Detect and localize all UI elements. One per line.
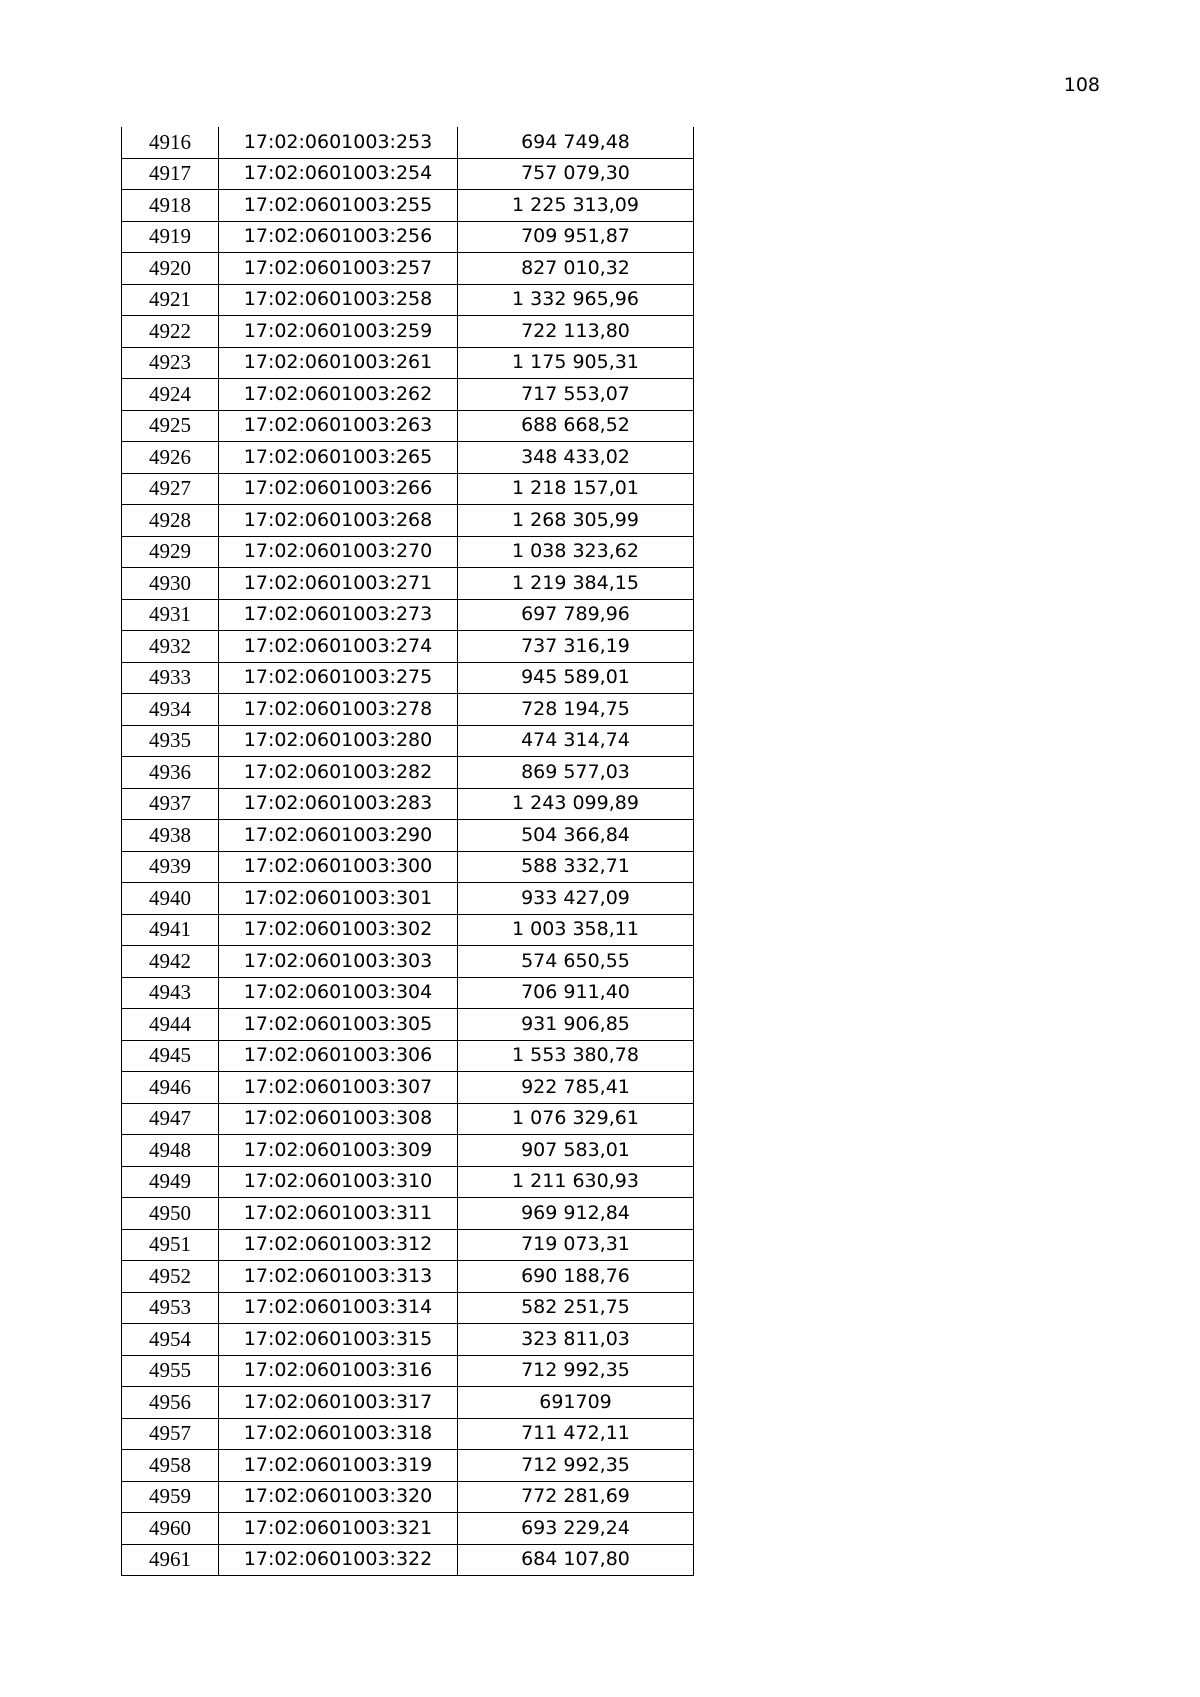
cadastral-number-cell: 17:02:0601003:320: [219, 1481, 458, 1513]
cadastral-number-cell: 17:02:0601003:322: [219, 1544, 458, 1576]
row-number-cell: 4939: [122, 851, 219, 883]
row-number-cell: 4931: [122, 599, 219, 631]
row-number-cell: 4951: [122, 1229, 219, 1261]
row-number-cell: 4941: [122, 914, 219, 946]
cadastral-number-cell: 17:02:0601003:311: [219, 1198, 458, 1230]
cadastral-number-cell: 17:02:0601003:270: [219, 536, 458, 568]
cadastral-number-cell: 17:02:0601003:256: [219, 221, 458, 253]
table-row: [122, 1009, 694, 1041]
table-row: [122, 1355, 694, 1387]
table-row: [122, 347, 694, 379]
row-number-cell: 4947: [122, 1103, 219, 1135]
table-row: [122, 662, 694, 694]
cadastral-number-cell: 17:02:0601003:283: [219, 788, 458, 820]
table-row: [122, 1103, 694, 1135]
cadastral-number-cell: 17:02:0601003:271: [219, 568, 458, 600]
table-row: [122, 221, 694, 253]
cadastral-number-cell: 17:02:0601003:258: [219, 284, 458, 316]
table-row: [122, 694, 694, 726]
cadastral-value-cell: 348 433,02: [458, 442, 694, 474]
cadastral-value-cell: 1 076 329,61: [458, 1103, 694, 1135]
row-number-cell: 4958: [122, 1450, 219, 1482]
table-row: [122, 1292, 694, 1324]
cadastral-number-cell: 17:02:0601003:309: [219, 1135, 458, 1167]
page-number: 108: [1063, 74, 1100, 96]
table-row: [122, 851, 694, 883]
row-number-cell: 4920: [122, 253, 219, 285]
row-number-cell: 4956: [122, 1387, 219, 1419]
row-number-cell: 4936: [122, 757, 219, 789]
cadastral-value-cell: 709 951,87: [458, 221, 694, 253]
cadastral-number-cell: 17:02:0601003:261: [219, 347, 458, 379]
cadastral-value-cell: 945 589,01: [458, 662, 694, 694]
cadastral-value-table: [121, 127, 694, 1576]
table-body: [122, 127, 694, 1576]
row-number-cell: 4950: [122, 1198, 219, 1230]
table-row: [122, 1513, 694, 1545]
row-number-cell: 4954: [122, 1324, 219, 1356]
table-row: [122, 1450, 694, 1482]
table-row: [122, 1261, 694, 1293]
cadastral-value-cell: 969 912,84: [458, 1198, 694, 1230]
table-row: [122, 379, 694, 411]
row-number-cell: 4930: [122, 568, 219, 600]
cadastral-value-cell: 827 010,32: [458, 253, 694, 285]
cadastral-value-cell: 869 577,03: [458, 757, 694, 789]
table-row: [122, 757, 694, 789]
cadastral-number-cell: 17:02:0601003:255: [219, 190, 458, 222]
cadastral-value-cell: 719 073,31: [458, 1229, 694, 1261]
cadastral-value-cell: 757 079,30: [458, 158, 694, 190]
cadastral-number-cell: 17:02:0601003:306: [219, 1040, 458, 1072]
row-number-cell: 4929: [122, 536, 219, 568]
cadastral-value-cell: 722 113,80: [458, 316, 694, 348]
table-row: [122, 1418, 694, 1450]
table-row: [122, 1544, 694, 1576]
table-row: [122, 127, 694, 158]
cadastral-value-cell: 1 003 358,11: [458, 914, 694, 946]
cadastral-value-cell: 574 650,55: [458, 946, 694, 978]
row-number-cell: 4945: [122, 1040, 219, 1072]
cadastral-value-cell: 1 225 313,09: [458, 190, 694, 222]
row-number-cell: 4946: [122, 1072, 219, 1104]
row-number-cell: 4922: [122, 316, 219, 348]
cadastral-value-cell: 711 472,11: [458, 1418, 694, 1450]
cadastral-number-cell: 17:02:0601003:315: [219, 1324, 458, 1356]
cadastral-number-cell: 17:02:0601003:280: [219, 725, 458, 757]
cadastral-number-cell: 17:02:0601003:282: [219, 757, 458, 789]
row-number-cell: 4953: [122, 1292, 219, 1324]
row-number-cell: 4921: [122, 284, 219, 316]
cadastral-number-cell: 17:02:0601003:318: [219, 1418, 458, 1450]
cadastral-number-cell: 17:02:0601003:304: [219, 977, 458, 1009]
cadastral-value-cell: 772 281,69: [458, 1481, 694, 1513]
table-row: [122, 977, 694, 1009]
table-row: [122, 410, 694, 442]
cadastral-number-cell: 17:02:0601003:321: [219, 1513, 458, 1545]
row-number-cell: 4928: [122, 505, 219, 537]
row-number-cell: 4952: [122, 1261, 219, 1293]
row-number-cell: 4957: [122, 1418, 219, 1450]
cadastral-value-cell: 712 992,35: [458, 1355, 694, 1387]
cadastral-number-cell: 17:02:0601003:301: [219, 883, 458, 915]
row-number-cell: 4949: [122, 1166, 219, 1198]
cadastral-value-cell: 1 332 965,96: [458, 284, 694, 316]
row-number-cell: 4927: [122, 473, 219, 505]
table-row: [122, 284, 694, 316]
row-number-cell: 4935: [122, 725, 219, 757]
row-number-cell: 4923: [122, 347, 219, 379]
row-number-cell: 4943: [122, 977, 219, 1009]
table-row: [122, 442, 694, 474]
cadastral-number-cell: 17:02:0601003:314: [219, 1292, 458, 1324]
table-row: [122, 1072, 694, 1104]
table-row: [122, 1229, 694, 1261]
row-number-cell: 4960: [122, 1513, 219, 1545]
cadastral-number-cell: 17:02:0601003:262: [219, 379, 458, 411]
cadastral-value-cell: 688 668,52: [458, 410, 694, 442]
cadastral-value-cell: 691709: [458, 1387, 694, 1419]
cadastral-value-cell: 728 194,75: [458, 694, 694, 726]
cadastral-value-cell: 706 911,40: [458, 977, 694, 1009]
cadastral-number-cell: 17:02:0601003:274: [219, 631, 458, 663]
cadastral-number-cell: 17:02:0601003:268: [219, 505, 458, 537]
row-number-cell: 4918: [122, 190, 219, 222]
row-number-cell: 4916: [122, 127, 219, 158]
table-row: [122, 599, 694, 631]
row-number-cell: 4942: [122, 946, 219, 978]
cadastral-value-cell: 1 268 305,99: [458, 505, 694, 537]
cadastral-value-cell: 684 107,80: [458, 1544, 694, 1576]
cadastral-number-cell: 17:02:0601003:319: [219, 1450, 458, 1482]
cadastral-value-cell: 1 243 099,89: [458, 788, 694, 820]
cadastral-value-cell: 694 749,48: [458, 127, 694, 158]
cadastral-value-cell: 922 785,41: [458, 1072, 694, 1104]
cadastral-value-cell: 1 038 323,62: [458, 536, 694, 568]
table-row: [122, 1481, 694, 1513]
cadastral-value-cell: 697 789,96: [458, 599, 694, 631]
row-number-cell: 4932: [122, 631, 219, 663]
table-row: [122, 1198, 694, 1230]
cadastral-number-cell: 17:02:0601003:302: [219, 914, 458, 946]
cadastral-number-cell: 17:02:0601003:265: [219, 442, 458, 474]
cadastral-value-cell: 693 229,24: [458, 1513, 694, 1545]
cadastral-value-cell: 474 314,74: [458, 725, 694, 757]
cadastral-number-cell: 17:02:0601003:313: [219, 1261, 458, 1293]
table-row: [122, 158, 694, 190]
row-number-cell: 4926: [122, 442, 219, 474]
cadastral-value-cell: 737 316,19: [458, 631, 694, 663]
row-number-cell: 4934: [122, 694, 219, 726]
cadastral-number-cell: 17:02:0601003:308: [219, 1103, 458, 1135]
cadastral-value-cell: 690 188,76: [458, 1261, 694, 1293]
cadastral-value-cell: 1 219 384,15: [458, 568, 694, 600]
cadastral-value-cell: 582 251,75: [458, 1292, 694, 1324]
table-row: [122, 631, 694, 663]
table-row: [122, 725, 694, 757]
table-row: [122, 1324, 694, 1356]
cadastral-value-cell: 712 992,35: [458, 1450, 694, 1482]
table-row: [122, 316, 694, 348]
cadastral-number-cell: 17:02:0601003:316: [219, 1355, 458, 1387]
table-row: [122, 190, 694, 222]
row-number-cell: 4938: [122, 820, 219, 852]
cadastral-number-cell: 17:02:0601003:273: [219, 599, 458, 631]
cadastral-value-cell: 931 906,85: [458, 1009, 694, 1041]
cadastral-number-cell: 17:02:0601003:263: [219, 410, 458, 442]
cadastral-number-cell: 17:02:0601003:259: [219, 316, 458, 348]
cadastral-value-cell: 907 583,01: [458, 1135, 694, 1167]
row-number-cell: 4933: [122, 662, 219, 694]
cadastral-number-cell: 17:02:0601003:253: [219, 127, 458, 158]
cadastral-value-cell: 1 175 905,31: [458, 347, 694, 379]
table-row: [122, 473, 694, 505]
cadastral-number-cell: 17:02:0601003:317: [219, 1387, 458, 1419]
table-row: [122, 253, 694, 285]
row-number-cell: 4955: [122, 1355, 219, 1387]
row-number-cell: 4919: [122, 221, 219, 253]
row-number-cell: 4959: [122, 1481, 219, 1513]
table-row: [122, 505, 694, 537]
cadastral-value-cell: 1 553 380,78: [458, 1040, 694, 1072]
table-row: [122, 536, 694, 568]
table-row: [122, 883, 694, 915]
row-number-cell: 4924: [122, 379, 219, 411]
row-number-cell: 4961: [122, 1544, 219, 1576]
cadastral-number-cell: 17:02:0601003:275: [219, 662, 458, 694]
row-number-cell: 4940: [122, 883, 219, 915]
cadastral-number-cell: 17:02:0601003:305: [219, 1009, 458, 1041]
table-row: [122, 1040, 694, 1072]
table-row: [122, 820, 694, 852]
row-number-cell: 4937: [122, 788, 219, 820]
cadastral-number-cell: 17:02:0601003:290: [219, 820, 458, 852]
cadastral-value-cell: 933 427,09: [458, 883, 694, 915]
table-row: [122, 946, 694, 978]
row-number-cell: 4925: [122, 410, 219, 442]
cadastral-number-cell: 17:02:0601003:278: [219, 694, 458, 726]
cadastral-value-cell: 504 366,84: [458, 820, 694, 852]
table-row: [122, 1387, 694, 1419]
cadastral-value-cell: 588 332,71: [458, 851, 694, 883]
table-row: [122, 1135, 694, 1167]
cadastral-value-cell: 717 553,07: [458, 379, 694, 411]
cadastral-number-cell: 17:02:0601003:254: [219, 158, 458, 190]
cadastral-value-cell: 1 211 630,93: [458, 1166, 694, 1198]
cadastral-number-cell: 17:02:0601003:257: [219, 253, 458, 285]
cadastral-number-cell: 17:02:0601003:312: [219, 1229, 458, 1261]
cadastral-value-cell: 1 218 157,01: [458, 473, 694, 505]
cadastral-number-cell: 17:02:0601003:310: [219, 1166, 458, 1198]
table-row: [122, 914, 694, 946]
table-row: [122, 568, 694, 600]
table-row: [122, 1166, 694, 1198]
cadastral-number-cell: 17:02:0601003:307: [219, 1072, 458, 1104]
cadastral-number-cell: 17:02:0601003:303: [219, 946, 458, 978]
row-number-cell: 4944: [122, 1009, 219, 1041]
cadastral-number-cell: 17:02:0601003:266: [219, 473, 458, 505]
row-number-cell: 4948: [122, 1135, 219, 1167]
cadastral-value-cell: 323 811,03: [458, 1324, 694, 1356]
row-number-cell: 4917: [122, 158, 219, 190]
table-row: [122, 788, 694, 820]
cadastral-number-cell: 17:02:0601003:300: [219, 851, 458, 883]
